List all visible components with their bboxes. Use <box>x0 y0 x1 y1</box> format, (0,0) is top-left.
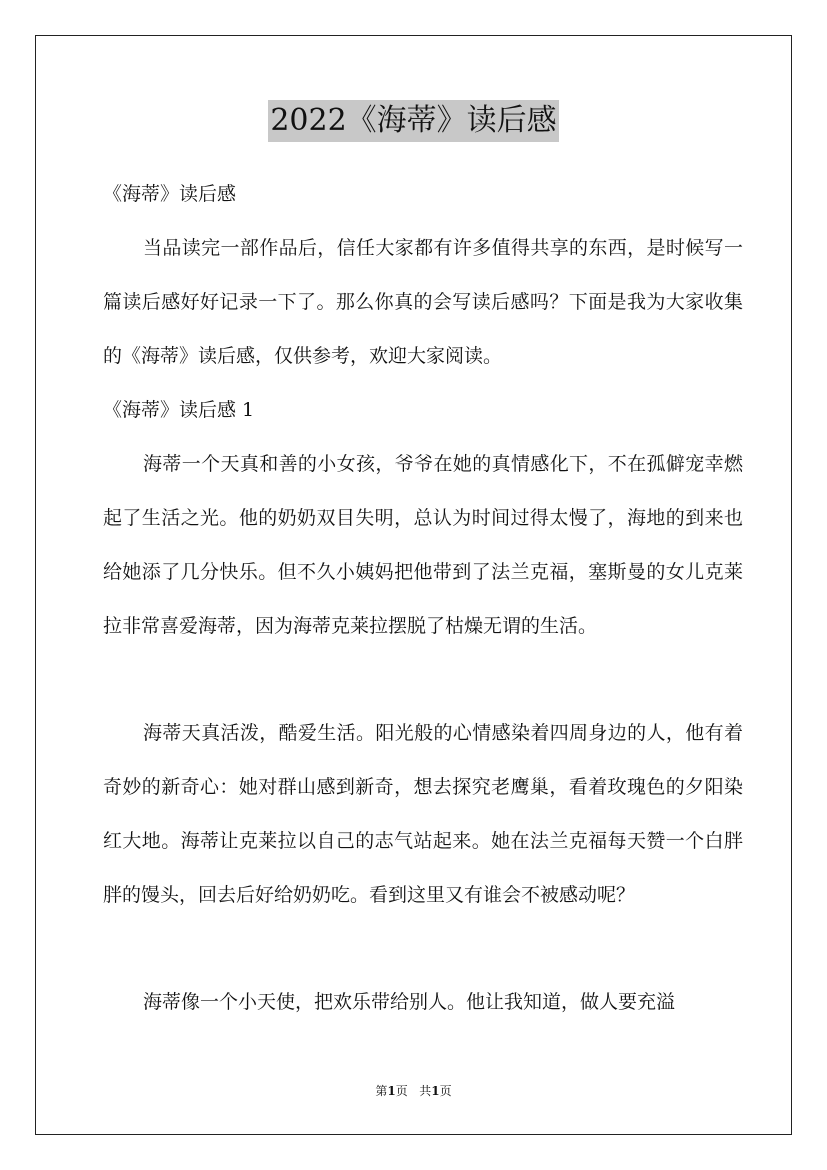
section-heading-1: 《海蒂》读后感 1 <box>103 399 255 421</box>
section-heading-intro: 《海蒂》读后感 <box>103 183 237 205</box>
document-title: 2022《海蒂》读后感 <box>268 100 558 142</box>
body-paragraph: 海蒂一个天真和善的小女孩，爷爷在她的真情感化下，不在孤僻宠幸燃起了生活之光。他的奶奶双目失明，总认为时间过得太慢了，海地的到来也给她添了几分快乐。但不久小姨妈把他带到了法兰克福，塞斯曼的女儿克莱拉非常喜爱海蒂，因为海蒂克莱拉摆脱了枯燥无谓的生活。 <box>103 453 743 637</box>
total-prefix: 共 <box>419 1084 432 1098</box>
body-paragraph: 海蒂天真活泼，酷爱生活。阳光般的心情感染着四周身边的人，他有着奇妙的新奇心：她对群山感到新奇，想去探究老鹰巢，看着玫瑰色的夕阳染红大地。海蒂让克莱拉以自己的志气站起来。她在法兰克福每天赞一个白胖胖的馒头，回去后好给奶奶吃。看到这里又有谁会不被感动呢？ <box>103 722 743 906</box>
page-footer <box>0 1083 827 1099</box>
total-suffix: 页 <box>439 1084 452 1098</box>
total-pages: 1 <box>431 1084 440 1098</box>
page-number: 1 <box>387 1084 396 1098</box>
intro-paragraph: 当品读完一部作品后，信任大家都有许多值得共享的东西，是时候写一篇读后感好好记录一下了。那么你真的会写读后感吗？下面是我为大家收集的《海蒂》读后感，仅供参考，欢迎大家阅读。 <box>103 237 743 367</box>
title-container <box>0 100 827 142</box>
page-suffix: 页 <box>395 1084 408 1098</box>
body-paragraph: 海蒂像一个小天使，把欢乐带给别人。他让我知道，做人要充溢 <box>143 991 676 1013</box>
page-prefix: 第 <box>375 1084 388 1098</box>
